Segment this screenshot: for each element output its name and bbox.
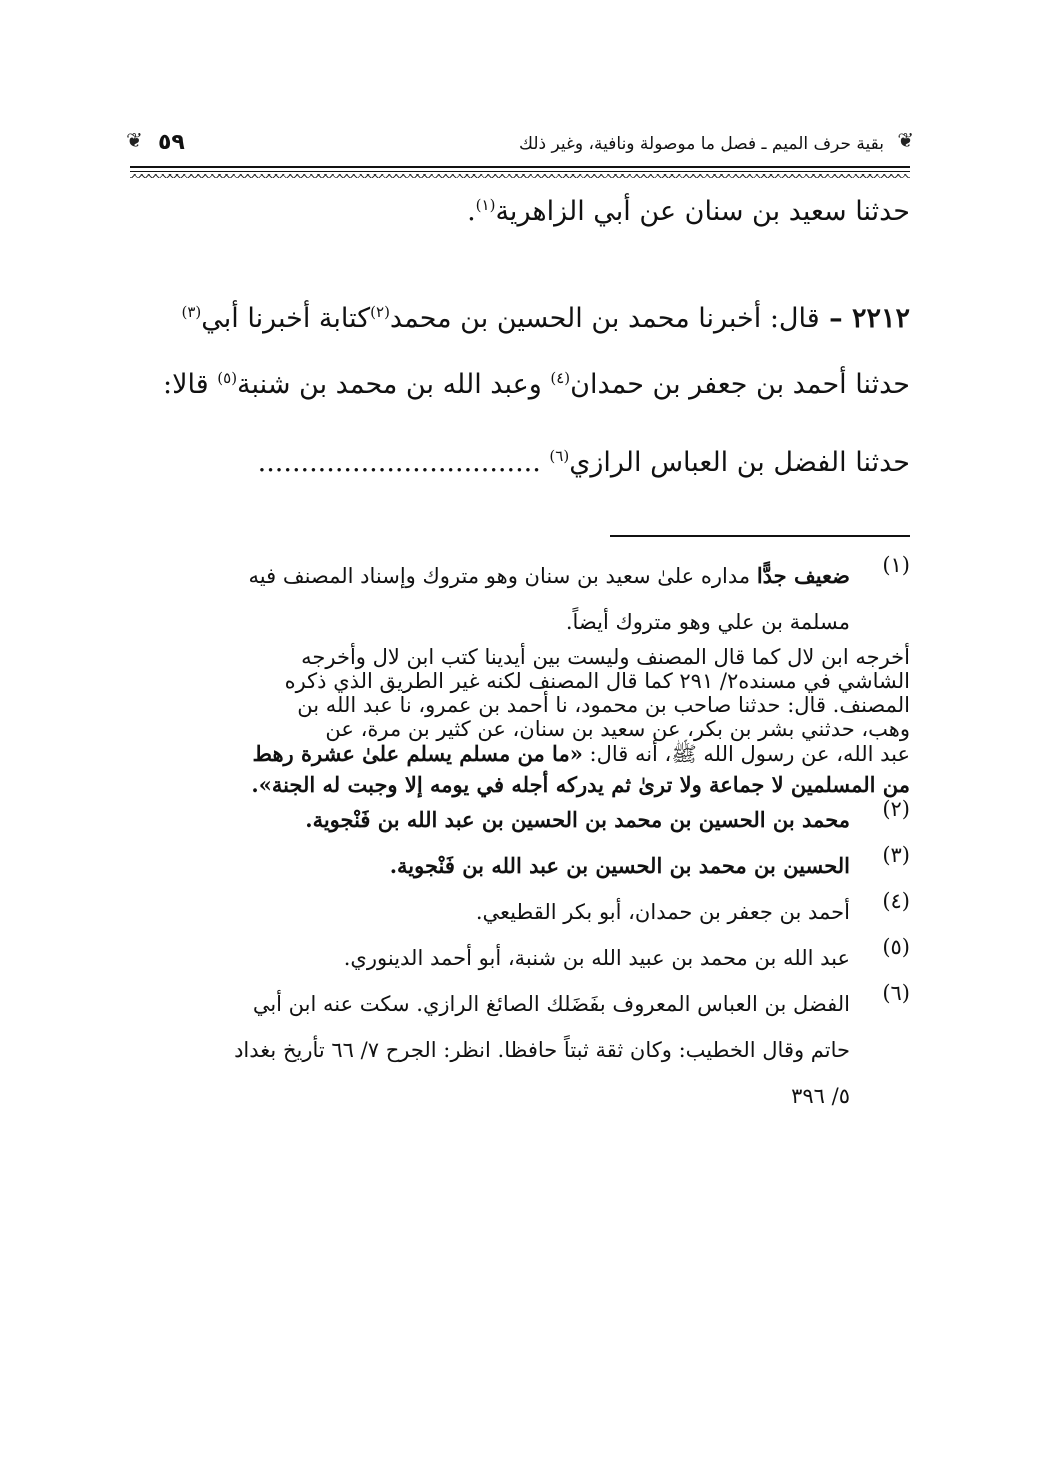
ornament-left-icon: ❦ <box>126 128 143 152</box>
hadith-line-2 <box>130 339 910 417</box>
footnote-3 <box>130 843 910 889</box>
ornament-right-icon: ❦ <box>897 128 914 152</box>
footnote-4 <box>130 889 910 935</box>
footnote-continuation <box>130 645 910 797</box>
book-page <box>126 128 914 1119</box>
footnote-line <box>130 1073 850 1119</box>
footnote-bold-text: محمد بن الحسين بن محمد بن الحسين بن عبد الله بن فَنْجوية. <box>305 807 850 832</box>
footnote-line <box>130 669 910 693</box>
footnote-text: عبد الله، عن رسول الله ﷺ، أنه قال: <box>582 742 910 766</box>
footnote-line <box>130 599 850 645</box>
footnote-line <box>130 981 850 1027</box>
footnote-text: أخرجه ابن لال كما قال المصنف وليست بين أيدينا كتب ابن لال وأخرجه <box>301 645 910 669</box>
footnote-bold-text: ضعيف جدًّا <box>756 563 850 588</box>
header-pattern-rule <box>130 174 910 178</box>
footnote-6 <box>130 981 910 1119</box>
footnote-5 <box>130 935 910 981</box>
page-number: ٥٩ <box>158 130 185 155</box>
hadith-line-3 <box>130 417 910 495</box>
footnote-text: ٥/ ٣٩٦ <box>791 1084 850 1108</box>
footnote-ref-6: (٦) <box>549 447 570 465</box>
footnote-text: أحمد بن جعفر بن حمدان، أبو بكر القطيعي. <box>475 900 850 924</box>
footnote-line <box>130 741 910 772</box>
footnote-number: (١) <box>882 553 910 577</box>
footnotes <box>130 553 910 1119</box>
footnote-body <box>130 935 850 981</box>
footnote-line <box>130 645 910 669</box>
footnote-bold-text: الحسين بن محمد بن الحسين بن عبد الله بن فَنْجوية. <box>389 853 850 878</box>
main-text <box>130 192 910 495</box>
footnote-body <box>130 843 850 889</box>
footnote-number: (٣) <box>882 843 910 867</box>
hadith-line-3a: حدثنا الفضل بن العباس الرازي <box>569 447 910 478</box>
footnote-text: الشاشي في مسنده٢/ ٢٩١ كما قال المصنف لكنه غير الطريق الذي ذكره <box>284 669 910 693</box>
hadith-line-2c: قالا: <box>163 369 218 400</box>
footnote-ref-2: (٢) <box>370 303 390 321</box>
footnote-line <box>130 717 910 741</box>
header-rule <box>130 166 910 172</box>
hadith-number: ٢٢١٢ – <box>819 303 910 334</box>
footnote-line <box>130 1027 850 1073</box>
footnote-number: (٢) <box>882 797 910 821</box>
ellipsis-dots: ................................. <box>257 447 550 478</box>
footnote-line <box>130 772 910 797</box>
footnote-text: الفضل بن العباس المعروف بفَضَلك الصائغ الرازي. سكت عنه ابن أبي <box>252 992 850 1016</box>
hadith-line-2b: وعبد الله بن محمد بن شنبة <box>237 369 551 400</box>
footnote-body <box>130 889 850 935</box>
footnote-ref-5: (٥) <box>217 369 238 387</box>
footnote-number: (٥) <box>882 935 910 959</box>
main-line-1 <box>130 192 910 225</box>
hadith-line-1 <box>130 285 910 339</box>
footnote-bold-text: «ما من مسلم يسلم علىٰ عشرة رهط <box>252 741 583 766</box>
hadith-line-2a: حدثنا أحمد بن جعفر بن حمدان <box>570 369 910 400</box>
hadith-line-1b: كتابة أخبرنا أبي <box>201 303 371 334</box>
footnote-line <box>130 553 850 599</box>
hadith-line-1a: قال: أخبرنا محمد بن الحسين بن محمد <box>389 303 820 334</box>
footnote-text: عبد الله بن محمد بن عبيد الله بن شنبة، أبو أحمد الدينوري. <box>343 946 850 970</box>
footnote-text: المصنف. قال: حدثنا صاحب بن محمود، نا أحمد بن عمرو، نا عبد الله بن <box>297 693 910 717</box>
footnote-line <box>130 843 850 889</box>
footnote-2 <box>130 797 910 843</box>
footnote-line <box>130 693 910 717</box>
footnote-text: حاتم وقال الخطيب: وكان ثقة ثبتاً حافظا. انظر: الجرح ٧/ ٦٦ تأريخ بغداد <box>234 1038 850 1062</box>
footnote-text: مسلمة بن علي وهو متروك أيضاً. <box>565 610 850 634</box>
footnote-body <box>130 981 850 1119</box>
footnote-ref-4: (٤) <box>550 369 571 387</box>
footnote-text: وهب، حدثني بشر بن بكر، عن سعيد بن سنان، عن كثير بن مرة، عن <box>325 717 910 741</box>
footnote-line <box>130 935 850 981</box>
footnote-bold-text: من المسلمين لا جماعة ولا ترىٰ ثم يدركه أجله في يومه إلا وجبت له الجنة». <box>251 772 910 797</box>
footnote-text: مداره علىٰ سعيد بن سنان وهو متروك وإسناد المصنف فيه <box>248 564 757 588</box>
footnote-number: (٤) <box>882 889 910 913</box>
main-line-1-end: . <box>467 196 476 227</box>
footnote-separator <box>610 535 910 537</box>
footnote-ref-1: (١) <box>475 196 496 214</box>
footnote-body <box>130 553 850 645</box>
header-title: بقية حرف الميم ـ فصل ما موصولة ونافية، وغير ذلك <box>519 134 884 154</box>
footnote-line <box>130 889 850 935</box>
footnote-number: (٦) <box>882 981 910 1005</box>
main-line-1-text: حدثنا سعيد بن سنان عن أبي الزاهرية <box>495 196 910 227</box>
footnote-body <box>130 797 850 843</box>
running-header <box>126 128 914 166</box>
footnote-line <box>130 797 850 843</box>
footnote-1 <box>130 553 910 645</box>
footnote-ref-3: (٣) <box>181 303 202 321</box>
